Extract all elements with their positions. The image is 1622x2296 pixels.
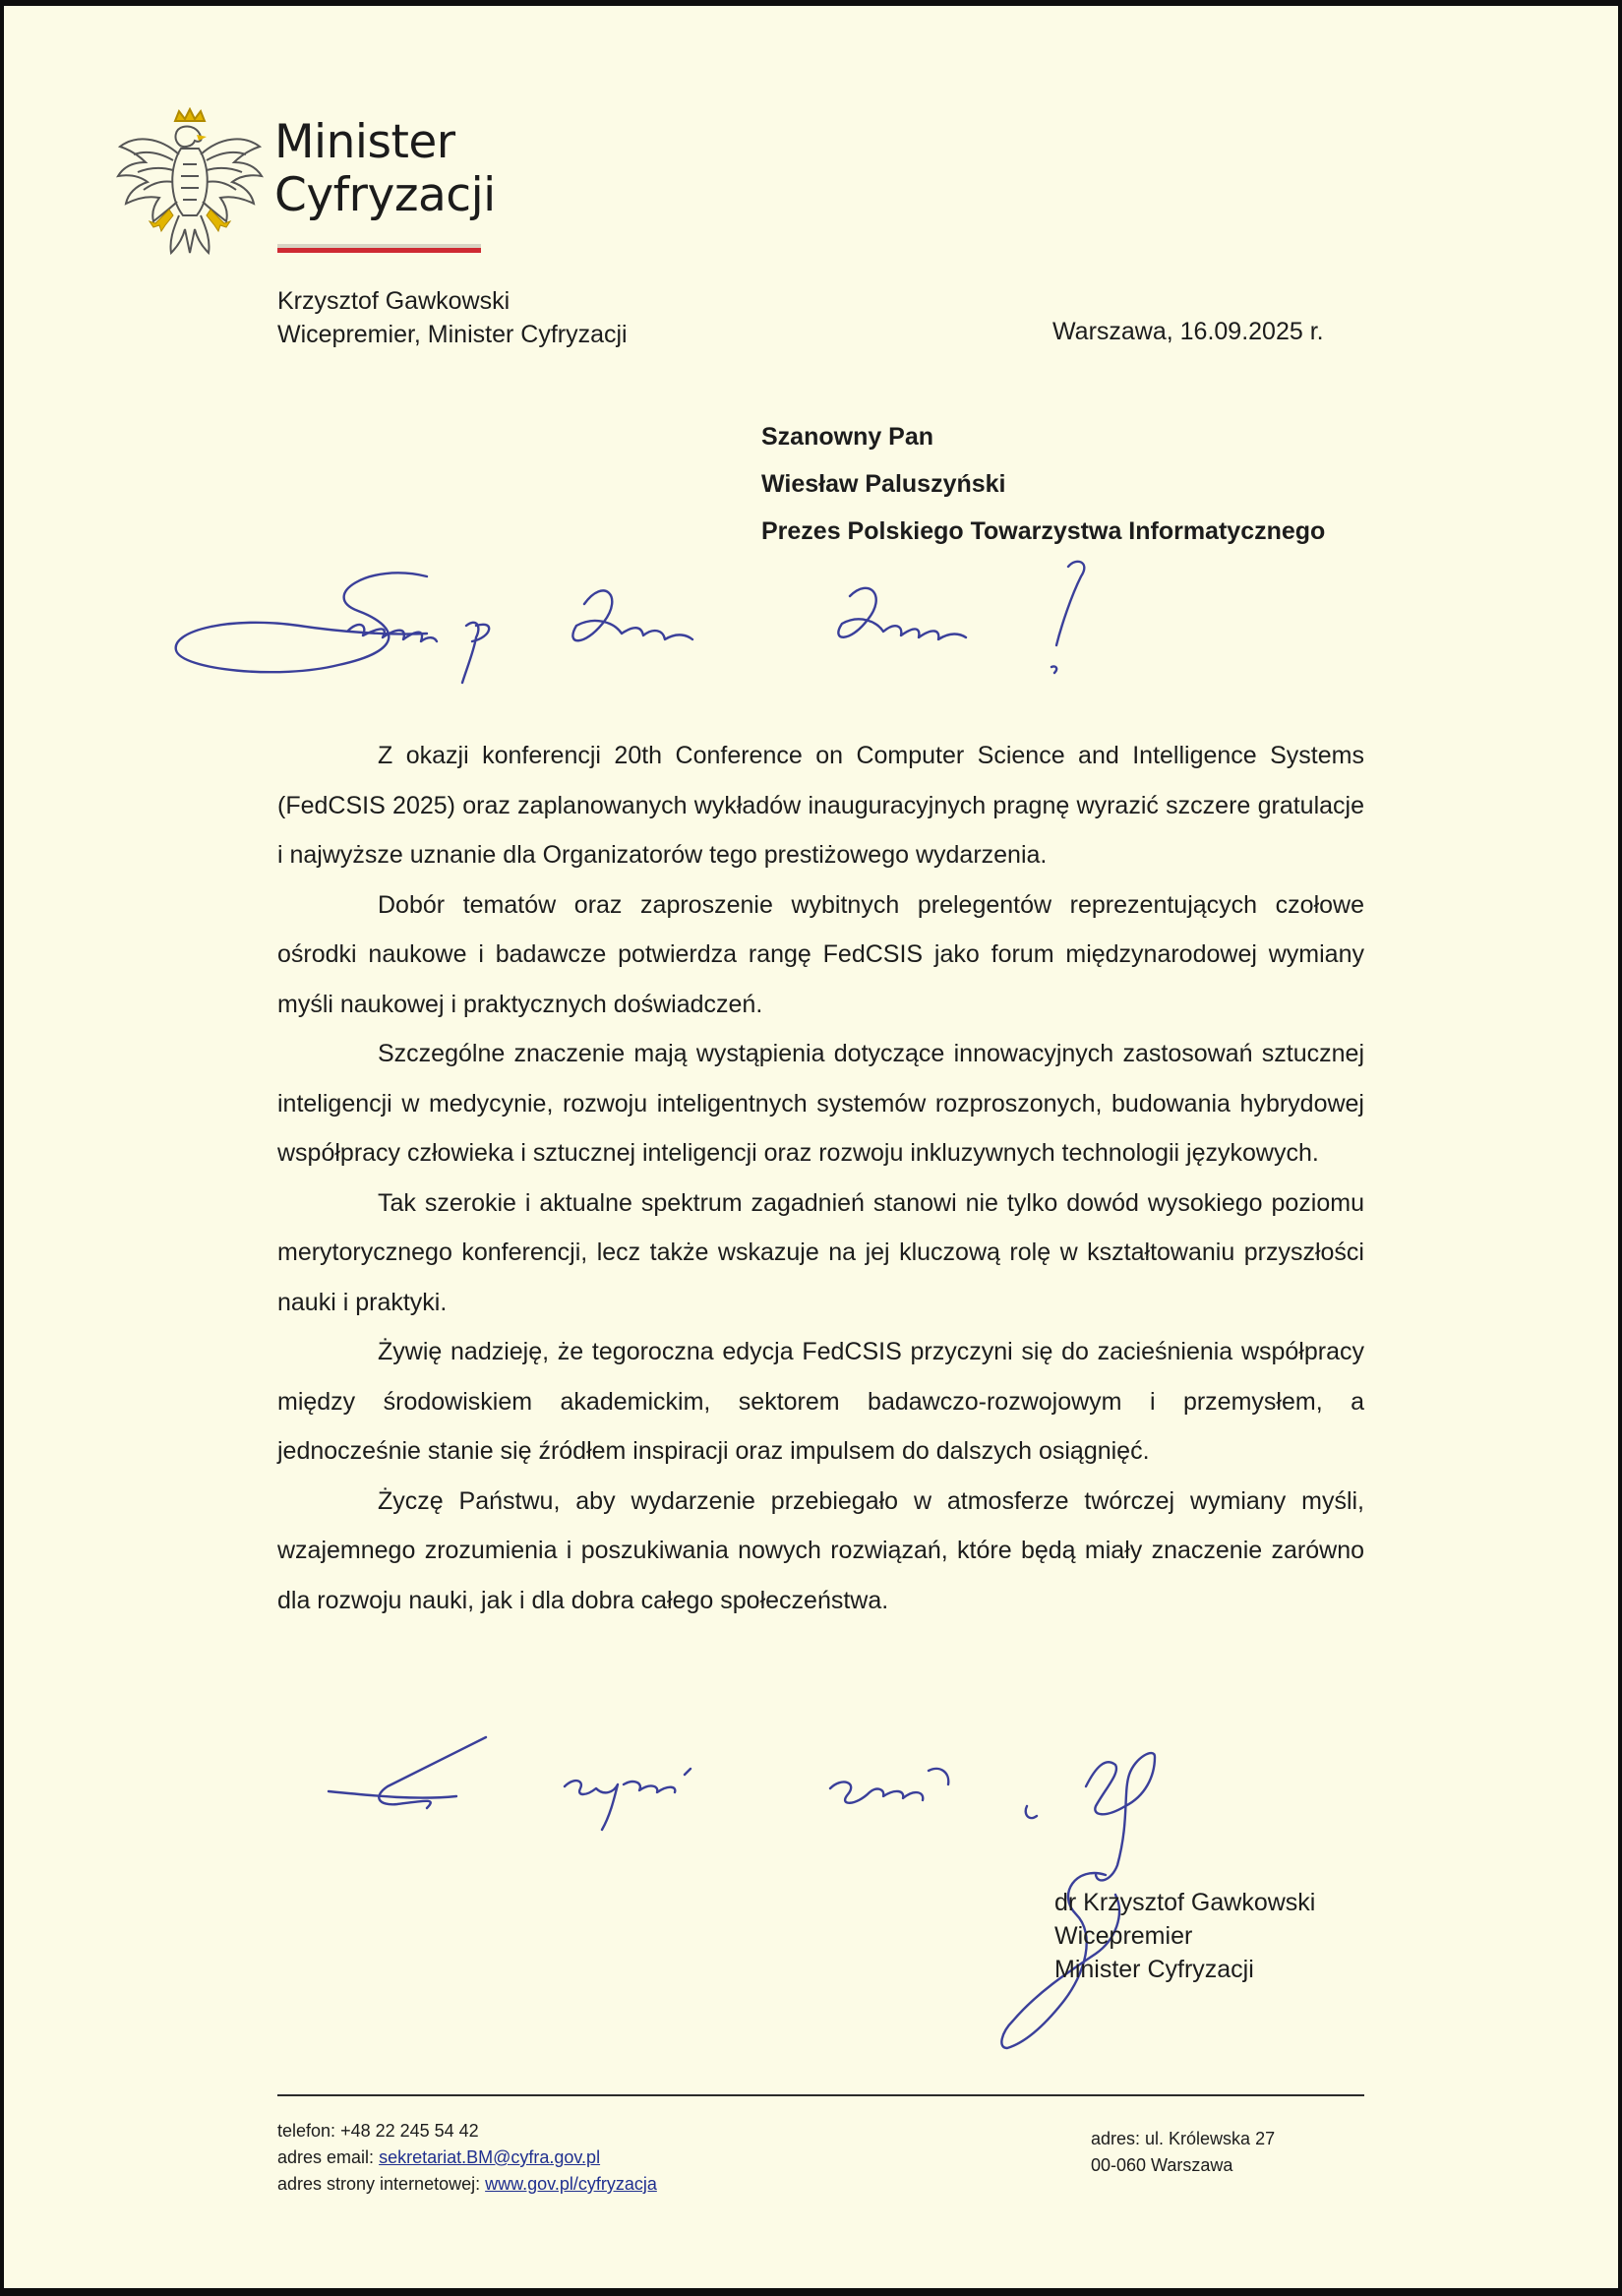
web-label: adres strony internetowej:	[277, 2174, 481, 2194]
handwritten-greeting	[171, 557, 1155, 704]
body-paragraph: Żywię nadzieję, że tegoroczna edycja FedCSIS przyczyni się do zacieśnienia współpracy między środowiskiem akademickim, sektorem badawczo-rozwojowym i przemysłem, a jednocześnie stanie się źródłem inspiracji oraz impulsem do dalszych osiągnięć.	[277, 1338, 1364, 1465]
email-label: adres email:	[277, 2147, 375, 2167]
body-paragraph: Z okazji konferencji 20th Conference on Computer Science and Intelligence Systems (FedCSIS 2025) oraz zaplanowanych wykładów inauguracyjnych pragnę wyrazić szczere gratulacje i najwyższe uznanie dla Organizatorów tego prestiżowego wydarzenia.	[277, 742, 1364, 869]
letter-body	[277, 731, 1364, 1625]
letter-page	[4, 6, 1618, 2288]
recipient-name: Wiesław Paluszyński	[761, 470, 1006, 498]
email-link[interactable]: sekretariat.BM@cyfra.gov.pl	[379, 2147, 601, 2167]
body-paragraph: Szczególne znaczenie mają wystąpienia dotyczące innowacyjnych zastosowań sztucznej inteligencji w medycynie, rozwoju inteligentnych systemów rozproszonych, budowania hybrydowej współpracy człowieka i sztucznej inteligencji oraz rozwoju inkluzywnych technologii językowych.	[277, 1040, 1364, 1167]
footer-web-row	[277, 2171, 657, 2198]
signer-role-1: Wicepremier	[1054, 1922, 1193, 1950]
flag-red-stripe	[277, 248, 481, 253]
footer-email-row	[277, 2145, 657, 2171]
footer-contact	[277, 2118, 657, 2198]
footer-phone-row	[277, 2118, 657, 2145]
website-link[interactable]: www.gov.pl/cyfryzacja	[485, 2174, 657, 2194]
phone-number: +48 22 245 54 42	[340, 2121, 479, 2141]
ministry-title-line1: Minister	[274, 115, 455, 169]
signer-role-2: Minister Cyfryzacji	[1054, 1956, 1254, 1983]
flag-stripe	[277, 244, 481, 253]
ministry-title	[274, 116, 496, 222]
phone-label: telefon:	[277, 2121, 336, 2141]
signer-name: dr Krzysztof Gawkowski	[1054, 1889, 1316, 1916]
recipient-block	[761, 413, 1325, 555]
body-paragraph: Dobór tematów oraz zaproszenie wybitnych prelegentów reprezentujących czołowe ośrodki naukowe i badawcze potwierdza rangę FedCSIS jako forum międzynarodowej wymiany myśli naukowej i praktycznych doświadczeń.	[277, 890, 1364, 1018]
recipient-salutation: Szanowny Pan	[761, 423, 934, 451]
sender-name: Krzysztof Gawkowski	[277, 287, 511, 315]
sender-role: Wicepremier, Minister Cyfryzacji	[277, 321, 628, 348]
recipient-title: Prezes Polskiego Towarzystwa Informatycznego	[761, 517, 1326, 545]
signer-block	[1054, 1886, 1315, 1986]
body-paragraph: Życzę Państwu, aby wydarzenie przebiegało w atmosferze twórczej wymiany myśli, wzajemnego zrozumienia i poszukiwania nowych rozwiązań, które będą miały znaczenie zarówno dla rozwoju nauki, jak i dla dobra całego społeczeństwa.	[277, 1486, 1364, 1614]
sender-block	[277, 284, 628, 351]
ministry-title-line2: Cyfryzacji	[274, 168, 496, 222]
polish-eagle-emblem	[114, 107, 266, 261]
footer-address	[1091, 2126, 1275, 2179]
footer-divider	[277, 2094, 1364, 2096]
address-line-2: 00-060 Warszawa	[1091, 2155, 1233, 2175]
letter-date: Warszawa, 16.09.2025 r.	[1052, 318, 1324, 345]
body-paragraph: Tak szerokie i aktualne spektrum zagadnień stanowi nie tylko dowód wysokiego poziomu merytorycznego konferencji, lecz także wskazuje na jej kluczową rolę w kształtowaniu przyszłości nauki i praktyki.	[277, 1188, 1364, 1316]
address-line-1: adres: ul. Królewska 27	[1091, 2129, 1276, 2148]
